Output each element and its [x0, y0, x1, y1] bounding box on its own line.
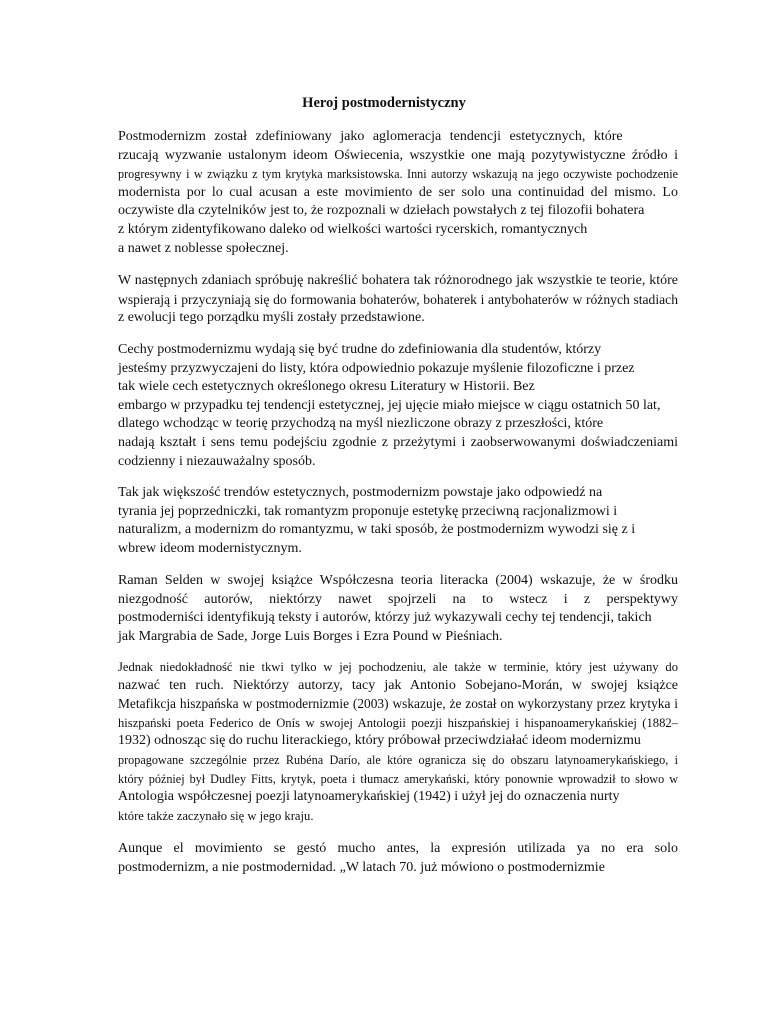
text-line: Antologia współczesnej poezji latynoamerykańskiej (1942) i użył jej do oznaczenia nurty — [118, 789, 620, 805]
text-line: modernista por lo cual acusan a este movimiento de ser solo una continuidad del mismo. Lo — [118, 184, 678, 200]
text-line: postmoderniści identyfikują teksty i autorów, którzy już wykazywali cechy tej tendencji, takich — [118, 610, 652, 626]
text-line: dlatego wchodząc w teorię przychodzą na myśl niezliczone obrazy z przeszłości, które — [118, 416, 604, 432]
text-line: Jednak niedokładność nie tkwi tylko w jej pochodzeniu, ale także w terminie, który jest używany do — [118, 660, 678, 674]
paragraph — [118, 840, 678, 877]
text-line: Raman Selden w swojej książce Współczesna teoria literacka (2004) wskazuje, że w środku — [118, 573, 678, 588]
text-line: z ewolucji tego porządku myśli zostały przedstawione. — [118, 310, 425, 326]
text-line: niezgodność autorów, niektórzy nawet spojrzeli na to wstecz i z perspektywy — [118, 591, 678, 607]
text-line: hiszpański poeta Federico de Onís w swojej Antologii poezji hiszpańskiej i hispanoamerykańskiej (1882– — [118, 715, 678, 730]
text-line: wbrew ideom modernistycznym. — [118, 540, 302, 556]
text-line: które także zaczynało się w jego kraju. — [118, 808, 314, 823]
text-line: rzucają wyzwanie ustalonym ideom Oświecenia, wszystkie one mają pozytywistyczne źródło i — [118, 147, 678, 163]
text-line: tak wiele cech estetycznych określonego okresu Literatury w Historii. Bez — [118, 379, 535, 395]
paragraph — [118, 484, 678, 558]
text-line: W następnych zdaniach spróbuję nakreślić bohatera tak różnorodnego jak wszystkie te teorie, które — [118, 273, 678, 288]
text-line: embargo w przypadku tej tendencji estetycznej, jej ujęcie miało miejsce w ciągu ostatnich 50 lat, — [118, 397, 661, 413]
text-line: Postmodernizm został zdefiniowany jako aglomeracja tendencji estetycznych, które — [118, 129, 623, 144]
text-line: który później był Dudley Fitts, krytyk, poeta i tłumacz amerykański, który ponownie wprowadził to słowo w — [118, 771, 678, 786]
text-line: Cechy postmodernizmu wydają się być trudne do zdefiniowania dla studentów, którzy — [118, 342, 602, 357]
text-line: nadają kształt i sens temu podejściu zgodnie z przeżytymi i zaobserwowanymi doświadczeniami — [118, 434, 678, 450]
text-line: Metafikcja hiszpańska w postmodernizmie (2003) wskazuje, że został on wykorzystany przez krytyka i — [118, 696, 678, 712]
paragraph — [118, 658, 678, 825]
text-line: oczywiste dla czytelników jest to, że rozpoznali w dziełach powstałych z tej filozofii bohatera — [118, 203, 645, 219]
document-title: Heroj postmodernistyczny — [302, 95, 466, 111]
paragraph — [118, 128, 678, 258]
text-line: nazwać ten ruch. Niektórzy autorzy, tacy jak Antonio Sobejano-Morán, w swojej książce — [118, 677, 678, 693]
text-line: jak Margrabia de Sade, Jorge Luis Borges i Ezra Pound w Pieśniach. — [118, 628, 503, 644]
text-line: codzienny i niezauważalny sposób. — [118, 453, 316, 469]
text-line: propagowane szczególnie przez Rubéna Darío, ale które ogranicza się do obszaru latynoamerykańskiego, i — [118, 752, 678, 767]
text-line: Aunque el movimiento se gestó mucho antes, la expresión utilizada ya no era solo — [118, 841, 678, 856]
paragraph — [118, 341, 678, 471]
text-line: Tak jak większość trendów estetycznych, postmodernizm powstaje jako odpowiedź na — [118, 485, 603, 500]
text-line: z którym zidentyfikowano daleko od wielkości wartości rycerskich, romantycznych — [118, 221, 588, 237]
text-line: postmodernizm, a nie postmodernidad. „W latach 70. już mówiono o postmodernizmie — [118, 859, 605, 875]
text-line: a nawet z noblesse społecznej. — [118, 240, 289, 256]
text-line: jesteśmy przyzwyczajeni do listy, która odpowiednio pokazuje myślenie filozoficzne i przez — [118, 360, 635, 376]
paragraph — [118, 272, 678, 328]
paragraph — [118, 572, 678, 646]
text-line: progresywny i w związku z tym krytyka marksistowska. Inni autorzy wskazują na jego oczywiste pochodzenie — [118, 167, 678, 182]
text-line: tyrania jej poprzedniczki, tak romantyzm proponuje estetykę przeciwną racjonalizmowi i — [118, 503, 618, 519]
text-line: 1932) odnosząc się do ruchu literackiego, który próbował przeciwdziałać ideom modernizmu — [118, 733, 641, 749]
text-line: naturalizm, a modernizm do romantyzmu, w taki sposób, że postmodernizm wywodzi się z i — [118, 522, 636, 538]
text-line: wspierają i przyczyniają się do formowania bohaterów, bohaterek i antybohaterów w różnych stadiach — [118, 291, 678, 307]
